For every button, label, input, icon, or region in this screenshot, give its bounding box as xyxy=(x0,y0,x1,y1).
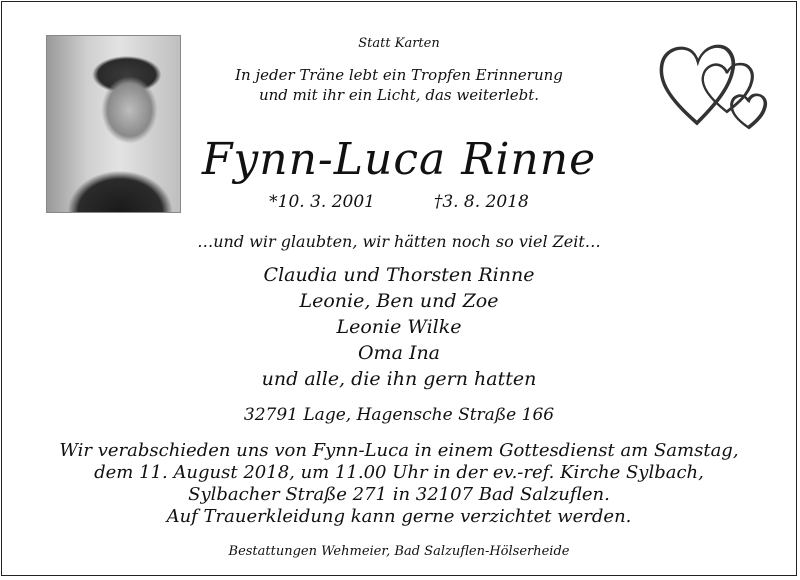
family-line-1: Claudia und Thorsten Rinne xyxy=(263,264,535,286)
birth-date: *10. 3. 2001 xyxy=(269,192,375,212)
quote: …und wir glaubten, wir hätten noch so viel Zeit… xyxy=(197,232,601,251)
statt-karten: Statt Karten xyxy=(358,36,440,51)
family-line-2: Leonie, Ben und Zoe xyxy=(299,290,499,312)
deceased-name: Fynn-Luca Rinne xyxy=(201,134,597,185)
address: 32791 Lage, Hagensche Straße 166 xyxy=(243,405,555,425)
obituary-notice xyxy=(1,1,797,576)
family-line-5: und alle, die ihn gern hatten xyxy=(261,368,537,390)
death-date: †3. 8. 2018 xyxy=(433,192,529,212)
funeral-home: Bestattungen Wehmeier, Bad Salzuflen-Hölserheide xyxy=(228,544,570,559)
motto-line-2: und mit ihr ein Licht, das weiterlebt. xyxy=(258,86,540,104)
service-line-2: dem 11. August 2018, um 11.00 Uhr in der ev.-ref. Kirche Sylbach, xyxy=(94,462,704,483)
service-line-4: Auf Trauerkleidung kann gerne verzichtet werden. xyxy=(166,506,632,527)
motto-line-1: In jeder Träne lebt ein Tropfen Erinnerung xyxy=(235,66,563,84)
life-dates xyxy=(2,192,796,212)
service-line-1: Wir verabschieden uns von Fynn-Luca in einem Gottesdienst am Samstag, xyxy=(59,440,739,461)
family-line-4: Oma Ina xyxy=(357,342,441,364)
portrait-photo xyxy=(46,35,181,213)
service-line-3: Sylbacher Straße 271 in 32107 Bad Salzuflen. xyxy=(188,484,610,505)
family-line-3: Leonie Wilke xyxy=(336,316,462,338)
